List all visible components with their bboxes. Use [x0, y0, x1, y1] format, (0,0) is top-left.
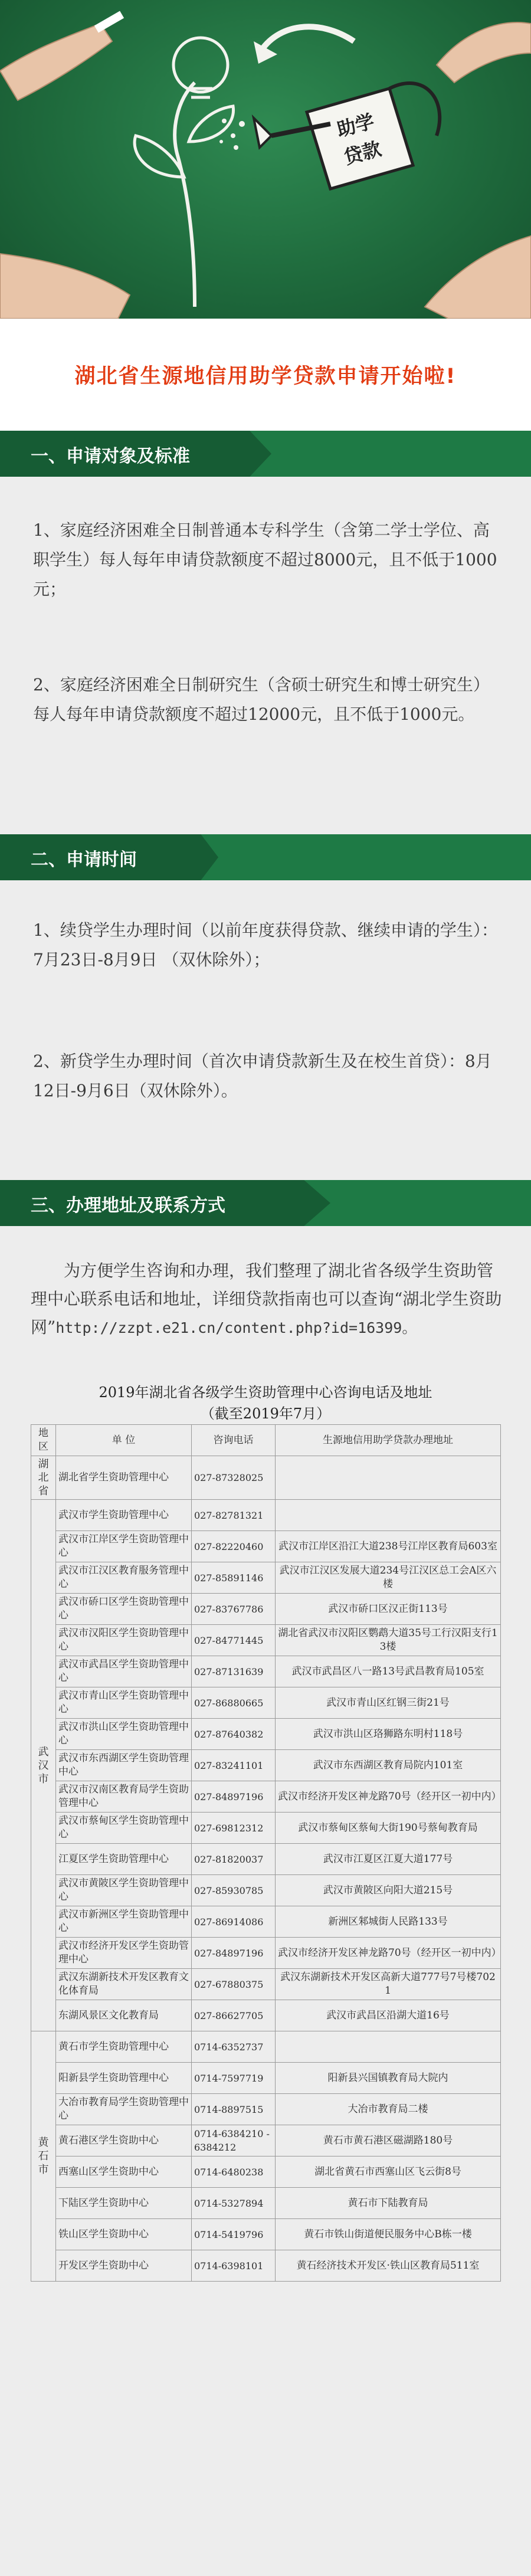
table-row [31, 1938, 501, 1969]
header-unit: 单 位 [56, 1425, 192, 1456]
phone-cell: 0714-6352737 [192, 2031, 276, 2063]
table-row [31, 1625, 501, 1656]
unit-cell: 武汉市江汉区教育服务管理中心 [56, 1562, 192, 1594]
unit-cell: 东湖风景区文化教育局 [56, 2000, 192, 2031]
plant-leaf-icon [189, 106, 234, 142]
unit-cell: 武汉市新洲区学生资助管理中心 [56, 1906, 192, 1938]
hands-icon [0, 22, 531, 319]
watering-can-icon [254, 83, 440, 189]
region-cell: 湖北省 [31, 1456, 56, 1500]
unit-cell: 阳新县学生资助管理中心 [56, 2063, 192, 2094]
address-cell: 武汉市硚口区汉正街113号 [276, 1594, 501, 1625]
table-row [31, 2157, 501, 2188]
table-caption [31, 1377, 500, 1424]
phone-cell: 027-85930785 [192, 1875, 276, 1906]
unit-cell: 武汉市蔡甸区学生资助管理中心 [56, 1813, 192, 1844]
table-row [31, 1906, 501, 1938]
unit-cell: 武汉市武昌区学生资助管理中心 [56, 1656, 192, 1687]
phone-cell: 027-82220460 [192, 1531, 276, 1562]
unit-cell: 湖北省学生资助管理中心 [56, 1456, 192, 1500]
header-address: 生源地信用助学贷款办理地址 [276, 1425, 501, 1456]
table-header-row [31, 1425, 501, 1456]
phone-cell: 027-87328025 [192, 1456, 276, 1500]
lightbulb-icon [173, 38, 228, 92]
section-body-2 [0, 880, 531, 1180]
contact-table [31, 1377, 500, 2282]
header-region: 地区 [31, 1425, 56, 1456]
address-cell: 黄石市黄石港区磁湖路180号 [276, 2125, 501, 2157]
phone-cell: 027-84897196 [192, 1781, 276, 1813]
unit-cell: 武汉市青山区学生资助管理中心 [56, 1687, 192, 1719]
phone-cell: 027-85891146 [192, 1562, 276, 1594]
region-cell: 武汉市 [31, 1500, 56, 2031]
table-row [31, 1781, 501, 1813]
table-row [31, 1750, 501, 1781]
address-cell: 武汉市经济开发区神龙路70号（经开区一初中内） [276, 1781, 501, 1813]
address-cell: 武汉市东西湖区教育局院内101室 [276, 1750, 501, 1781]
table-row [31, 1456, 501, 1500]
unit-cell: 武汉东湖新技术开发区教育文化体育局 [56, 1969, 192, 2000]
unit-cell: 江夏区学生资助管理中心 [56, 1844, 192, 1875]
table-row [31, 1844, 501, 1875]
table-row [31, 2219, 501, 2250]
section-body-1 [0, 477, 531, 834]
unit-cell: 铁山区学生资助中心 [56, 2219, 192, 2250]
phone-cell: 0714-5327894 [192, 2188, 276, 2219]
address-cell: 武汉市江夏区江夏大道177号 [276, 1844, 501, 1875]
address-cell: 湖北省黄石市西塞山区飞云街8号 [276, 2157, 501, 2188]
address-cell: 武汉市江汉区发展大道234号江汉区总工会A区六楼 [276, 1562, 501, 1594]
section-title: 一、申请对象及标准 [31, 446, 190, 467]
address-cell: 阳新县兴国镇教育局大院内 [276, 2063, 501, 2094]
header-phone: 咨询电话 [192, 1425, 276, 1456]
unit-cell: 武汉市东西湖区学生资助管理中心 [56, 1750, 192, 1781]
table-caption-line2: （截至2019年7月） [200, 1405, 331, 1422]
section-title: 二、申请时间 [31, 850, 137, 870]
unit-cell: 武汉市江岸区学生资助管理中心 [56, 1531, 192, 1562]
address-cell: 武汉市武昌区八一路13号武昌教育局105室 [276, 1656, 501, 1687]
unit-cell: 下陆区学生资助中心 [56, 2188, 192, 2219]
phone-cell: 0714-6384210 -6384212 [192, 2125, 276, 2157]
address-cell: 武汉市洪山区珞狮路东明村118号 [276, 1719, 501, 1750]
phone-cell: 027-86914086 [192, 1906, 276, 1938]
table-row [31, 1875, 501, 1906]
phone-cell: 027-84897196 [192, 1938, 276, 1969]
table-row [31, 2063, 501, 2094]
address-cell: 武汉市蔡甸区蔡甸大街190号蔡甸教育局 [276, 1813, 501, 1844]
phone-cell: 0714-8897515 [192, 2094, 276, 2125]
unit-cell: 武汉市学生资助管理中心 [56, 1500, 192, 1531]
plant-stem-icon [175, 83, 195, 307]
intro-paragraph [31, 1257, 503, 1342]
intro-text: 为方便学生咨询和办理，我们整理了湖北省各级学生资助管理中心联系电话和地址，详细贷款指南也可以查询“湖北学生资助网” [31, 1261, 502, 1337]
unit-cell: 西塞山区学生资助中心 [56, 2157, 192, 2188]
paragraph: 2、新贷学生办理时间（首次申请贷款新生及在校生首贷）：8月12日-9月6日（双休除外）。 [33, 1051, 492, 1100]
phone-cell: 027-86880665 [192, 1687, 276, 1719]
can-label-line2: 贷款 [341, 137, 384, 169]
table-row [31, 1656, 501, 1687]
address-cell: 大冶市教育局二楼 [276, 2094, 501, 2125]
section-title: 三、办理地址及联系方式 [31, 1195, 225, 1216]
table-row [31, 2000, 501, 2031]
unit-cell: 武汉市黄陂区学生资助管理中心 [56, 1875, 192, 1906]
paragraph: 1、家庭经济困难全日制普通本专科学生（含第二学士学位、高职学生）每人每年申请贷款额度不超过8000元，且不低于1000元； [33, 520, 497, 599]
hero-banner [0, 0, 531, 319]
can-label-line1: 助学 [334, 110, 377, 142]
address-cell: 武汉市经济开发区神龙路70号（经开区一初中内） [276, 1938, 501, 1969]
table-row [31, 1562, 501, 1594]
unit-cell: 黄石港区学生资助中心 [56, 2125, 192, 2157]
table-row [31, 1969, 501, 2000]
phone-cell: 0714-5419796 [192, 2219, 276, 2250]
address-cell [276, 1500, 501, 1531]
address-cell: 武汉市武昌区沿湖大道16号 [276, 2000, 501, 2031]
table-row [31, 1813, 501, 1844]
table-row [31, 1687, 501, 1719]
unit-cell: 武汉市汉阳区学生资助管理中心 [56, 1625, 192, 1656]
address-cell: 武汉市青山区红钢三街21号 [276, 1687, 501, 1719]
contact-table-grid [31, 1424, 501, 2282]
table-row [31, 2250, 501, 2282]
address-cell [276, 1456, 501, 1500]
table-row [31, 2094, 501, 2125]
phone-cell: 027-83767786 [192, 1594, 276, 1625]
unit-cell: 大冶市教育局学生资助管理中心 [56, 2094, 192, 2125]
unit-cell: 武汉市洪山区学生资助管理中心 [56, 1719, 192, 1750]
section-header-1 [0, 431, 531, 477]
page-title: 湖北省生源地信用助学贷款申请开始啦! [74, 365, 457, 388]
address-cell: 湖北省武汉市汉阳区鹦鹉大道35号工行汉阳支行13楼 [276, 1625, 501, 1656]
phone-cell: 027-81820037 [192, 1844, 276, 1875]
phone-cell: 0714-6480238 [192, 2157, 276, 2188]
address-cell: 黄石市铁山街道便民服务中心B栋一楼 [276, 2219, 501, 2250]
water-drops-icon [219, 119, 245, 150]
phone-cell: 027-69812312 [192, 1813, 276, 1844]
address-cell: 武汉市黄陂区向阳大道215号 [276, 1875, 501, 1906]
phone-cell: 0714-7597719 [192, 2063, 276, 2094]
unit-cell: 武汉市汉南区教育局学生资助管理中心 [56, 1781, 192, 1813]
phone-cell: 027-86627705 [192, 2000, 276, 2031]
table-row [31, 1594, 501, 1625]
table-row [31, 1500, 501, 1531]
info-link[interactable]: http://zzpt.e21.cn/content.php?id=16399。 [55, 1319, 417, 1336]
section-header-2 [0, 834, 531, 880]
phone-cell: 0714-6398101 [192, 2250, 276, 2282]
section-header-3 [0, 1180, 531, 1226]
address-cell: 黄石市下陆教育局 [276, 2188, 501, 2219]
phone-cell: 027-82781321 [192, 1500, 276, 1531]
address-cell: 武汉市江岸区沿江大道238号江岸区教育局603室 [276, 1531, 501, 1562]
table-row [31, 2188, 501, 2219]
address-cell [276, 2031, 501, 2063]
unit-cell: 武汉市硚口区学生资助管理中心 [56, 1594, 192, 1625]
address-cell: 黄石经济技术开发区·铁山区教育局511室 [276, 2250, 501, 2282]
curved-arrow-icon [260, 27, 354, 53]
table-row [31, 1531, 501, 1562]
phone-cell: 027-84771445 [192, 1625, 276, 1656]
hero-illustration [0, 0, 531, 319]
phone-cell: 027-87640382 [192, 1719, 276, 1750]
unit-cell: 开发区学生资助中心 [56, 2250, 192, 2282]
address-cell: 武汉东湖新技术开发区高新大道777号7号楼7021 [276, 1969, 501, 2000]
region-cell: 黄石市 [31, 2031, 56, 2282]
table-body [31, 1456, 501, 2282]
phone-cell: 027-83241101 [192, 1750, 276, 1781]
table-row [31, 1719, 501, 1750]
phone-cell: 027-87131639 [192, 1656, 276, 1687]
unit-cell: 黄石市学生资助管理中心 [56, 2031, 192, 2063]
table-row [31, 2031, 501, 2063]
paragraph: 2、家庭经济困难全日制研究生（含硕士研究生和博士研究生）每人每年申请贷款额度不超过12000元，且不低于1000元。 [33, 675, 490, 724]
phone-cell: 027-67880375 [192, 1969, 276, 2000]
address-cell: 新洲区邾城街人民路133号 [276, 1906, 501, 1938]
paragraph: 1、续贷学生办理时间（以前年度获得贷款、继续申请的学生）：7月23日-8月9日 （双休除外）； [33, 920, 498, 969]
table-caption-line1: 2019年湖北省各级学生资助管理中心咨询电话及地址 [99, 1384, 432, 1401]
table-row [31, 2125, 501, 2157]
unit-cell: 武汉市经济开发区学生资助管理中心 [56, 1938, 192, 1969]
